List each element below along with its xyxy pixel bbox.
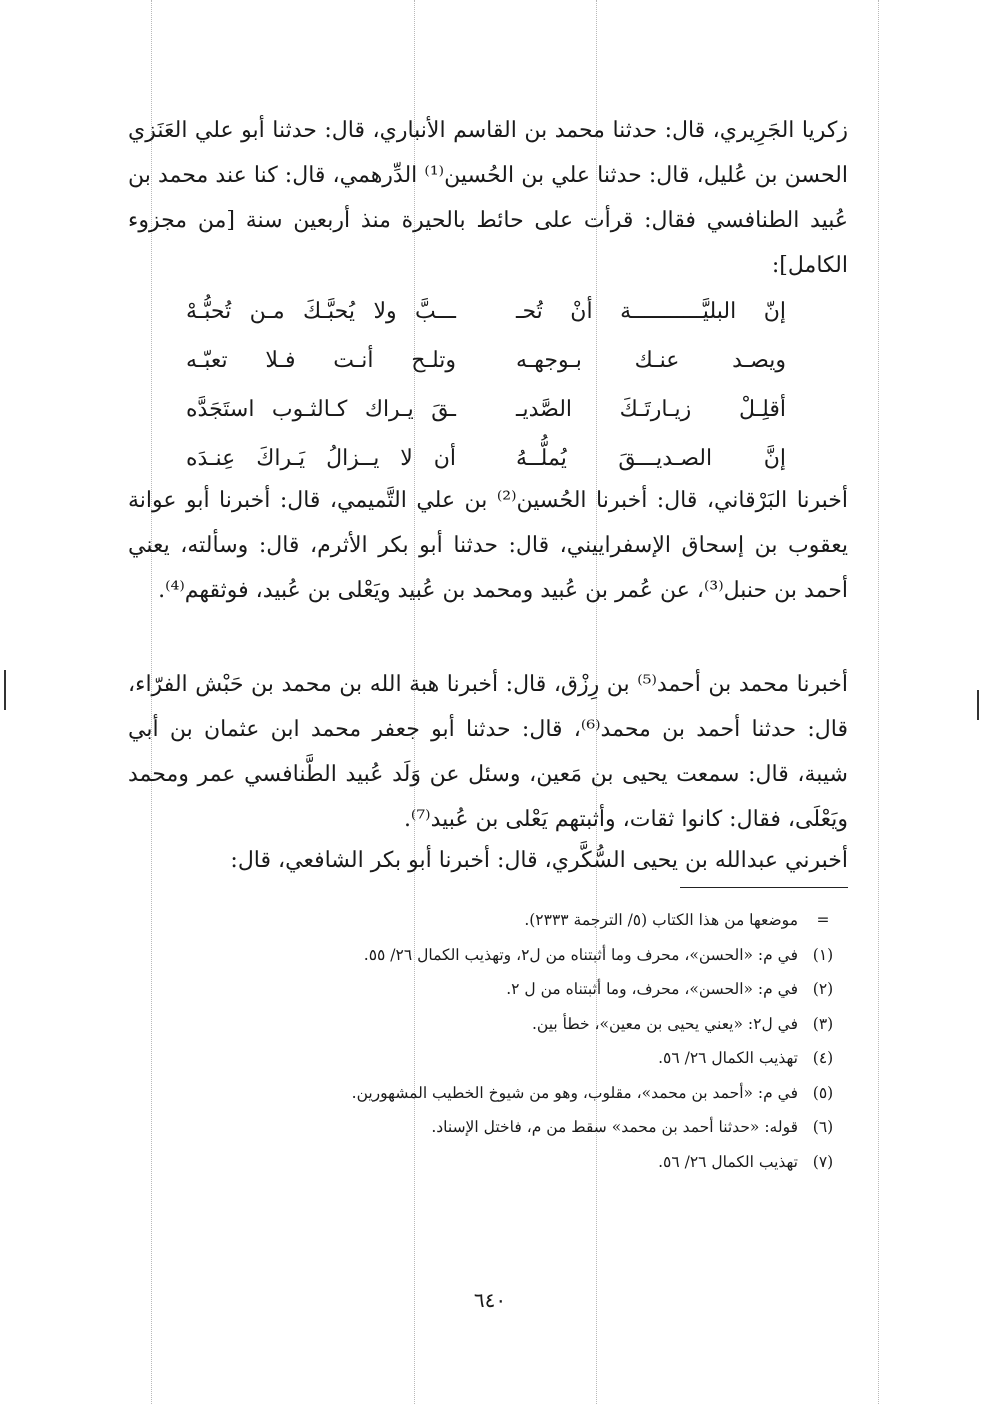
footnote xyxy=(200,903,848,938)
footnote xyxy=(200,1007,848,1042)
verse-first-hemistich: أقلِـلْ زيـارتَـكَ الصَّديـ xyxy=(516,397,786,422)
footnote xyxy=(200,1076,848,1111)
paragraph-4-text: أخبرني عبدالله بن يحيى السُّكَّري، قال: أخبرنا أبو بكر الشافعي، قال: xyxy=(230,848,848,873)
verse-second-hemistich: ـــبَّ ولا يُحبَّـكَ مـن تُحبُّـهْ xyxy=(186,299,456,324)
verse-first-hemistich: ويصـد عنـك بـوجهـه xyxy=(516,348,786,373)
paragraph-1-text: زكريا الجَرِيري، قال: حدثنا محمد بن القاسم الأنباري، قال: حدثنا أبو علي العَنَزي الحسن بن عُليل، قال: حدثنا علي بن الحُسين⁽¹⁾ الدِّرهمي، قال: كنا عند محمد بن عُبيد الطنافسي فقال: قرأت على حائط بالحيرة منذ أربعين سنة [من مجزوء الكامل]: xyxy=(128,118,848,278)
footnote xyxy=(200,1041,848,1076)
footnote-number: (٢) xyxy=(812,980,834,998)
footnote-number: (٤) xyxy=(812,1049,834,1067)
footnote-text: في م: «أحمد بن محمد»، مقلوب، وهو من شيوخ الخطيب المشهورين. xyxy=(351,1083,798,1102)
verse-first-hemistich: إنّ البليَّـــــــــــة أنْ تُحـ xyxy=(516,299,786,324)
footnote-number: (٧) xyxy=(812,1152,834,1171)
footnote-number: (١) xyxy=(812,945,834,964)
paragraph-2-text: أخبرنا البَرْقاني، قال: أخبرنا الحُسين⁽²⁾ بن علي التَّميمي، قال: أخبرنا أبو عوانة يعقوب بن إسحاق الإسفراييني، قال: حدثنا أبو بكر الأثرم، قال: وسألته، يعني أحمد بن حنبل⁽³⁾، عن عُمر بن عُبيد ومحمد بن عُبيد ويَعْلى بن عُبيد، فوثقهم⁽⁴⁾. xyxy=(128,488,849,603)
footnote-text: قوله: «حدثنا أحمد بن محمد» سقط من م، فاختل الإسناد. xyxy=(431,1118,798,1136)
paragraph-4 xyxy=(128,838,848,883)
footnote-number: = xyxy=(816,911,830,929)
footnote-text: تهذيب الكمال ٢٦/ ٥٦. xyxy=(658,1049,798,1067)
footnote-text: في م: «الحسن»، محرف وما أثبتناه من ل٢، وتهذيب الكمال ٢٦/ ٥٥. xyxy=(363,945,798,964)
verse-second-hemistich: ـقَ يـراك كـالثـوب استَجَدَّه xyxy=(186,397,456,422)
poem-verse xyxy=(186,336,786,385)
footnote xyxy=(200,972,848,1007)
footnote-number: (٥) xyxy=(812,1083,834,1102)
paragraph-3 xyxy=(128,662,848,842)
poem-verse xyxy=(186,434,786,483)
paragraph-1 xyxy=(128,108,848,288)
verse-second-hemistich: وتلـح أنـت فـلا تعبّـه xyxy=(186,348,456,373)
scan-edge-mark xyxy=(977,690,979,720)
footnote-text: تهذيب الكمال ٢٦/ ٥٦. xyxy=(658,1152,798,1171)
poem-verse xyxy=(186,287,786,336)
scan-guide-line xyxy=(878,0,879,1404)
footnote-text: موضعها من هذا الكتاب (٥/ الترجمة ٢٣٣٣). xyxy=(524,911,798,929)
poem xyxy=(186,287,786,483)
footnote-text: في ل٢: «يعني يحيى بن معين»، خطأ بين. xyxy=(531,1014,798,1033)
footnote-number: (٦) xyxy=(812,1118,834,1136)
paragraph-3-text: أخبرنا محمد بن أحمد⁽⁵⁾ بن رِزْق، قال: أخبرنا هبة الله بن محمد بن حَبْش الفرّاء، قال: حدثنا أحمد بن محمد⁽⁶⁾، قال: حدثنا أبو جعفر محمد ابن عثمان بن أبي شيبة، قال: سمعت يحيى بن مَعين، وسئل عن وَلَد عُبيد الطَّنافسي عمر ومحمد ويَعْلَى، فقال: كانوا ثقات، وأثبتهم يَعْلى بن عُبيد⁽⁷⁾. xyxy=(128,672,848,832)
footnote xyxy=(200,1145,848,1180)
footnotes xyxy=(200,903,848,1179)
footnote xyxy=(200,1110,848,1145)
footnote-number: (٣) xyxy=(812,1014,834,1033)
footnote-separator xyxy=(680,887,848,888)
verse-second-hemistich: أن لا يــزالُ يَـراكَ عِنـدَه xyxy=(186,446,456,471)
footnote-text: في م: «الحسن»، محرف، وما أثبتناه من ل ٢. xyxy=(506,980,798,998)
scan-edge-mark xyxy=(4,670,6,710)
poem-verse xyxy=(186,385,786,434)
page-number: ٦٤٠ xyxy=(473,1288,507,1312)
footnote xyxy=(200,938,848,973)
verse-first-hemistich: إنَّ الصـديـــقَ يُملُّــهُ xyxy=(516,446,786,471)
paragraph-2 xyxy=(128,478,848,613)
